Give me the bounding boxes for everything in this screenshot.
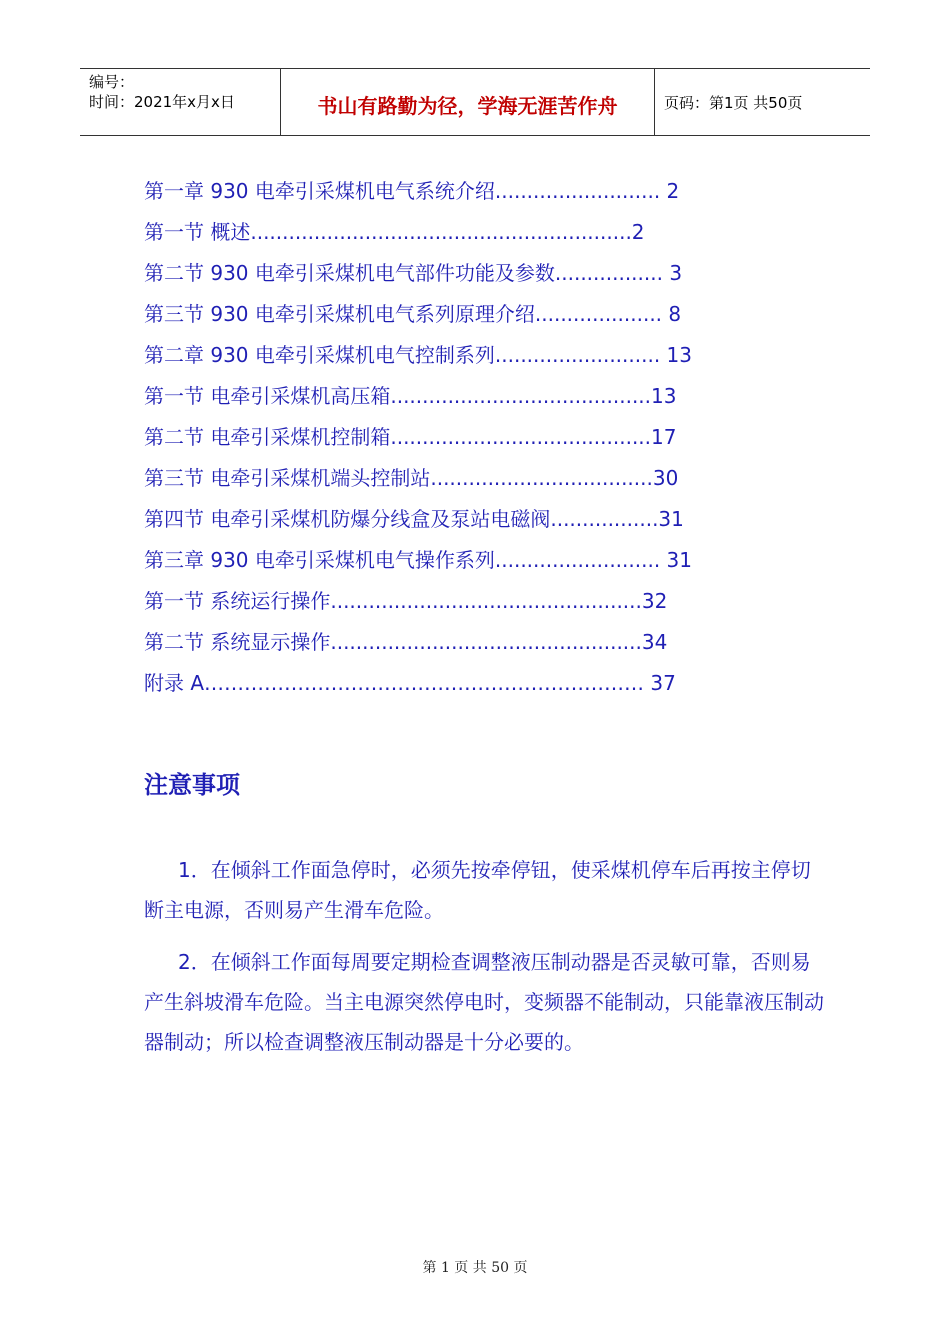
toc-entry[interactable]: 第一节 概述............................................................2 — [144, 220, 645, 244]
notice-item-1: 1．在倾斜工作面急停时，必须先按牵停钮，使采煤机停车后再按主停切断主电源，否则易产生滑车危险。 — [144, 858, 811, 922]
toc-entry[interactable]: 第二章 930 电牵引采煤机电气控制系列.......................... 13 — [144, 343, 692, 367]
time-label: 时间：2021年x月x日 — [89, 93, 235, 111]
notice-item-2: 2．在倾斜工作面每周要定期检查调整液压制动器是否灵敏可靠，否则易产生斜坡滑车危险。当主电源突然停电时，变频器不能制动，只能靠液压制动器制动；所以检查调整液压制动器是十分必要的。 — [144, 950, 824, 1054]
page-footer: 第 1 页 共 50 页 — [422, 1260, 528, 1276]
header-motto: 书山有路勤为径，学海无涯苦作舟 — [281, 69, 655, 135]
toc-entry[interactable]: 附录 A………………………………………………………… 37 — [144, 671, 676, 695]
toc-entry[interactable]: 第一节 电牵引采煤机高压箱.........................................13 — [144, 384, 677, 408]
toc-entry[interactable]: 第一节 系统运行操作.................................................32 — [144, 589, 668, 613]
header-page-info: 页码：第1页 共50页 — [664, 93, 803, 112]
toc-entry[interactable]: 第一章 930 电牵引采煤机电气系统介绍.......................... 2 — [144, 179, 680, 203]
toc-entry[interactable]: 第二节 电牵引采煤机控制箱.........................................17 — [144, 425, 677, 449]
toc-entry[interactable]: 第三章 930 电牵引采煤机电气操作系列.......................... 31 — [144, 548, 692, 572]
toc-entry[interactable]: 第四节 电牵引采煤机防爆分线盒及泵站电磁阀.................31 — [144, 507, 684, 531]
toc-entry[interactable]: 第三节 930 电牵引采煤机电气系列原理介绍.................... 8 — [144, 302, 682, 326]
toc-entry[interactable]: 第三节 电牵引采煤机端头控制站...................................30 — [144, 466, 679, 490]
serial-label: 编号： — [89, 73, 135, 91]
toc-entry[interactable]: 第二节 930 电牵引采煤机电气部件功能及参数................. 3 — [144, 261, 683, 285]
toc-entry[interactable]: 第二节 系统显示操作.................................................34 — [144, 630, 668, 654]
header-meta — [80, 69, 281, 135]
page-header — [80, 68, 870, 136]
notice-heading: 注意事项 — [144, 771, 240, 799]
table-of-contents — [144, 174, 764, 707]
